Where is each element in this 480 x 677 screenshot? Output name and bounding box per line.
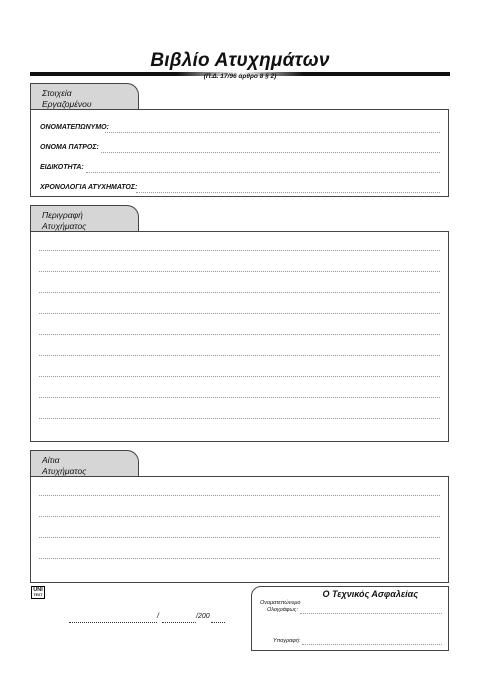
cause-tab-line1: Αίτια [42,455,60,465]
technician-name-field[interactable] [300,613,442,614]
description-line[interactable] [39,418,440,419]
safety-technician-title: Ο Τεχνικός Ασφαλείας [322,589,418,599]
date-separator: / [157,613,159,620]
date-year: /200 [196,613,210,620]
description-line[interactable] [39,292,440,293]
employee-section-tab [30,83,139,109]
description-line[interactable] [39,376,440,377]
employee-tab-line2: Εργαζομένου [42,99,92,109]
date-year-field[interactable] [211,622,225,623]
description-line[interactable] [39,397,440,398]
signature-field[interactable] [302,644,442,645]
description-section-box [30,231,449,442]
cause-line[interactable] [39,558,440,559]
description-line[interactable] [39,271,440,272]
father-name-field[interactable] [101,152,440,153]
page-title: Βιβλίο Ατυχημάτων [150,50,330,71]
signature-label: Υπογραφή: [273,638,301,644]
logo-line2: TEXT [33,593,43,597]
page-subtitle: (Π.Δ. 17/96 άρθρο 8 § 2) [203,73,277,80]
description-tab-line2: Ατυχήματος [42,221,87,231]
accident-date-field[interactable] [136,192,440,193]
fullname-written-label-line2: Ολογράφως: [267,607,298,613]
description-line[interactable] [39,313,440,314]
date-day-field[interactable] [69,622,157,623]
cause-line[interactable] [39,537,440,538]
fullname-field[interactable] [105,132,440,133]
logo-line1: UNI [33,587,43,593]
cause-section-box [30,476,449,583]
description-line[interactable] [39,334,440,335]
fullname-written-label-line1: Ονοματεπώνυμο [260,600,301,606]
accident-date-label: ΧΡΟΝΟΛΟΓΙΑ ΑΤΥΧΗΜΑΤΟΣ: [40,184,138,191]
cause-tab-line2: Ατυχήματος [42,466,87,476]
cause-line[interactable] [39,495,440,496]
specialty-field[interactable] [86,172,440,173]
father-name-label: ΟΝΟΜΑ ΠΑΤΡΟΣ: [40,144,99,151]
employee-tab-line1: Στοιχεία [42,88,72,98]
employee-section-box [30,109,449,197]
cause-section-tab [30,450,139,476]
description-line[interactable] [39,355,440,356]
cause-line[interactable] [39,516,440,517]
description-line[interactable] [39,250,440,251]
description-tab-line1: Περιγραφή [42,210,83,220]
description-section-tab [30,205,139,231]
specialty-label: ΕΙΔΙΚΟΤΗΤΑ: [40,164,84,171]
safety-technician-box [251,586,449,651]
unitext-logo [31,586,45,599]
date-month-field[interactable] [162,622,196,623]
fullname-label: ΟΝΟΜΑΤΕΠΩΝΥΜΟ: [40,124,109,131]
